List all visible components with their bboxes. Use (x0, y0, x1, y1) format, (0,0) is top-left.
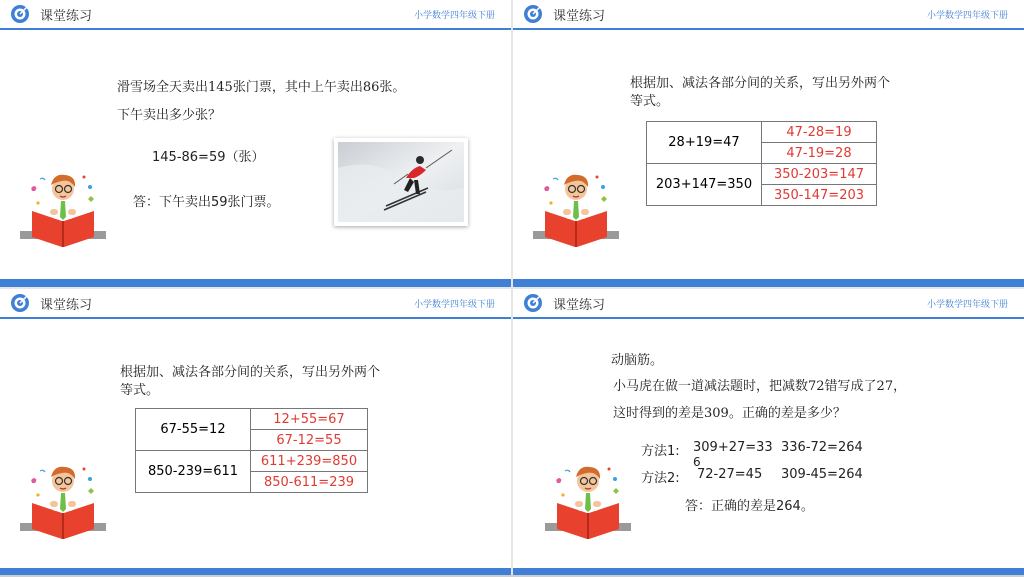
target-logo-icon (10, 293, 30, 313)
answer-text: 答：下午卖出59张门票。 (133, 195, 280, 210)
derived-equation: 350-147=203 (762, 185, 877, 206)
slide-3 (0, 289, 511, 576)
derived-equation: 350-203=147 (762, 164, 877, 185)
derived-equation: 12+55=67 (251, 409, 368, 430)
question-line-2: 下午卖出多少张？ (117, 108, 222, 123)
derived-equation: 611+239=850 (251, 451, 368, 472)
target-logo-icon (10, 4, 30, 24)
method2-step-b: 309-45=264 (781, 467, 863, 482)
reading-boy-icon (18, 165, 108, 255)
slide-title: 课堂练习 (40, 9, 93, 24)
given-equation: 203+147=350 (647, 164, 762, 206)
prompt-line-1: 根据加、减法各部分间的关系，写出另外两个 (630, 76, 891, 91)
given-equation: 28+19=47 (647, 122, 762, 164)
course-label: 小学数学四年级下册 (926, 300, 1008, 310)
reading-boy-icon (18, 457, 108, 547)
prompt-line-2: 等式。 (120, 383, 160, 398)
prompt-line-1: 根据加、减法各部分间的关系，写出另外两个 (120, 365, 381, 380)
given-equation: 67-55=12 (136, 409, 251, 451)
prompt-line-2: 等式。 (630, 94, 670, 109)
method1-step-b: 336-72=264 (781, 440, 863, 455)
reading-boy-icon (531, 165, 621, 255)
slide-header (0, 289, 511, 317)
method2-step-a: 72-27=45 (697, 467, 763, 482)
slide-header (513, 0, 1024, 28)
given-equation: 850-239=611 (136, 451, 251, 493)
method1-step-a-wrap: 6 (693, 455, 701, 469)
slide-footer-bar (0, 279, 511, 287)
slide-title: 课堂练习 (553, 9, 606, 24)
derived-equation: 47-19=28 (762, 143, 877, 164)
target-logo-icon (523, 293, 543, 313)
slide-2 (513, 0, 1024, 287)
header-divider (513, 317, 1024, 319)
target-logo-icon (523, 4, 543, 24)
slide-1 (0, 0, 511, 287)
heading-text: 动脑筋。 (611, 353, 664, 368)
method2-label: 方法2: (641, 471, 680, 486)
method1-step-a: 309+27=33 (693, 440, 773, 455)
question-line-1: 滑雪场全天卖出145张门票，其中上午卖出86张。 (117, 80, 406, 95)
equation-table (135, 408, 368, 493)
header-divider (0, 28, 511, 30)
slide-title: 课堂练习 (40, 298, 93, 313)
reading-boy-icon (543, 457, 633, 547)
derived-equation: 67-12=55 (251, 430, 368, 451)
equation-table (646, 121, 877, 206)
derived-equation: 850-611=239 (251, 472, 368, 493)
course-label: 小学数学四年级下册 (413, 300, 495, 310)
slide-4 (513, 289, 1024, 576)
skier-photo (334, 138, 468, 226)
header-divider (513, 28, 1024, 30)
slide-header (0, 0, 511, 28)
question-line-1: 小马虎在做一道减法题时，把减数72错写成了27， (613, 379, 907, 394)
course-label: 小学数学四年级下册 (413, 11, 495, 21)
derived-equation: 47-28=19 (762, 122, 877, 143)
course-label: 小学数学四年级下册 (926, 11, 1008, 21)
slide-title: 课堂练习 (553, 298, 606, 313)
slide-footer-bar (513, 279, 1024, 287)
question-line-2: 这时得到的差是309。正确的差是多少？ (613, 406, 846, 421)
equation-text: 145-86=59（张） (152, 150, 265, 165)
slide-header (513, 289, 1024, 317)
header-divider (0, 317, 511, 319)
answer-text: 答：正确的差是264。 (685, 499, 814, 514)
method1-label: 方法1: (641, 444, 680, 459)
